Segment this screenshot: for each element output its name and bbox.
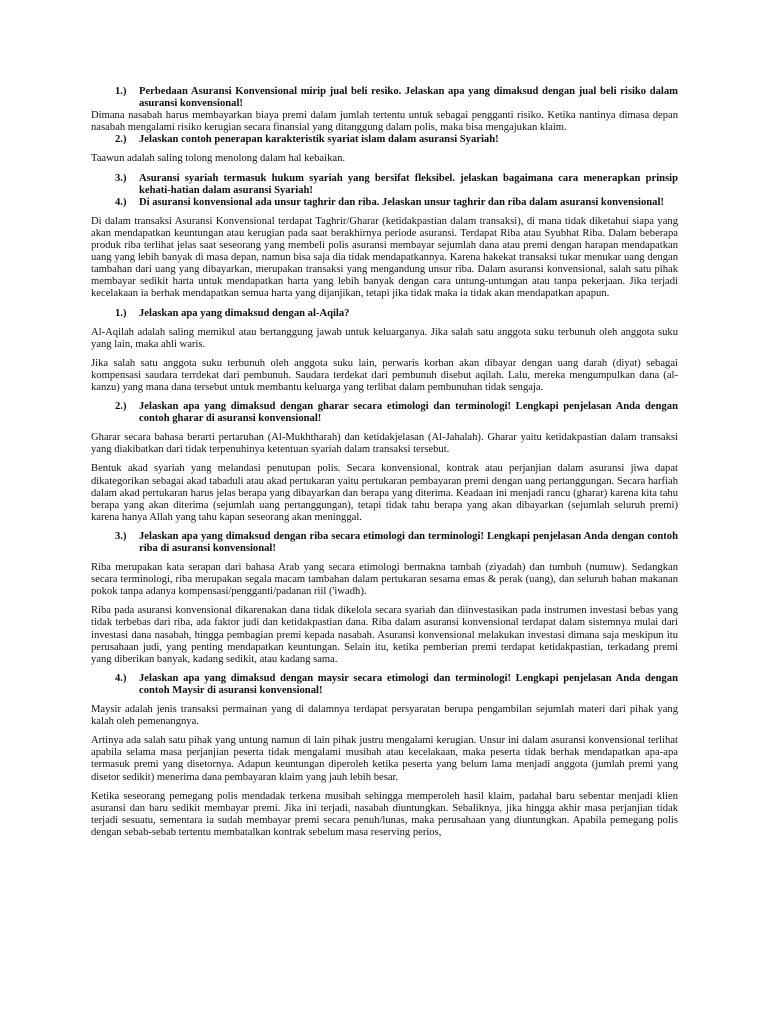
question-number: 4.) <box>115 196 127 208</box>
answer-paragraph: Gharar secara bahasa berarti pertaruhan (Al-Mukhtharah) dan ketidakjelasan (Al-Jahalah). Gharar yaitu ketidakpastian dalam transaksi yang diakibatkan dari tidak terpenuhinya ketentuan syariah dalam transaksi tersebut. <box>91 432 678 456</box>
answer-paragraph: Taawun adalah saling tolong menolong dalam hal kebaikan. <box>91 153 346 165</box>
question-1b <box>91 308 678 320</box>
question-text: Jelaskan contoh penerapan karakteristik syariat islam dalam asuransi Syariah! <box>139 134 499 146</box>
answer-paragraph: Riba merupakan kata serapan dari bahasa Arab yang secara etimologi bermakna tambah (ziyadah) dan tumbuh (numuw). Sedangkan secara terminologi, riba merupakan segala macam tambahan dalam pertukaran sesama emas & perak (uang), dan seluruh bahan makanan pokok tanpa adanya kompensasi/pengganti/padanan riil ('iwadh). <box>91 562 678 598</box>
question-number: 2.) <box>115 401 127 413</box>
answer-paragraph: Artinya ada salah satu pihak yang untung namun di lain pihak justru mengalami kerugian. Unsur ini dalam asuransi konvensional terlihat apabila selama masa perjanjian peserta tidak mengalami musibah atau kecelakaan, maka peserta tidak berhak mendapatkan apa-apa termasuk premi yang disetornya. Adapun keuntungan diperoleh ketika peserta yang belum lama menjadi anggota (jumlah premi yang disetor sedikit) menerima dana pembayaran klaim yang jauh lebih besar. <box>91 735 678 783</box>
question-3b <box>91 531 678 555</box>
question-number: 4.) <box>115 672 127 684</box>
question-2a <box>91 134 678 146</box>
answer-paragraph: Bentuk akad syariah yang melandasi penutupan polis. Secara konvensional, kontrak atau perjanjian dalam asuransi jiwa dapat dikategorikan sebagai akad tabaduli atau akad pertukaran yaitu pertukaran pembayaran premi dengan uang pertanggungan. Secara harfiah dalam akad pertukaran harus jelas berapa yang dibayarkan dan berapa yang diterima. Keadaan ini menjadi rancu (gharar) karena kita tahu berapa yang akan diterima (sejumlah uang pertanggungan), tetapi tidak tahu berapa yang akan dibayarkan (sejumlah seluruh premi) karena hanya Allah yang tahu kapan seseorang akan meninggal. <box>91 463 678 523</box>
question-2b <box>91 401 678 425</box>
answer-paragraph: Riba pada asuransi konvensional dikarenakan dana tidak dikelola secara syariah dan diinvestasikan pada instrumen investasi bebas yang tidak terbebas dari riba, ada faktor judi dan ketidakpastian dana. Riba dalam asuransi konvensional terdapat dalam sistemnya mulai dari investasi dana nasabah, hingga pembagian premi kepada nasabah. Asuransi konvensional melakukan investasi dimana saja meskipun itu perusahaan judi, yang penting mendapatkan keuntungan. Selain itu, ketika pemberian premi terdapat ketidakpastian, terkadang premi yang diberikan banyak, kadang sedikit, atau kadang sama. <box>91 605 678 665</box>
question-text: Di asuransi konvensional ada unsur taghrir dan riba. Jelaskan unsur taghrir dan riba dalam asuransi konvensional! <box>139 196 664 208</box>
question-number: 1.) <box>115 86 127 97</box>
answer-paragraph: Di dalam transaksi Asuransi Konvensional terdapat Taghrir/Gharar (ketidakpastian dalam transaksi), di mana tidak diketahui siapa yang akan mendapatkan keuntungan atau kerugian pada saat berakhirnya periode asuransi. Terdapat Riba atau Syubhat Riba. Dalam beberapa produk riba terlihat jelas saat seseorang yang membeli polis asuransi membayar sejumlah dana atau premi dengan harapan mendapatkan uang yang lebih banyak di masa depan, namun bisa saja dia tidak mendapatkannya. Karena hakekat transaksi tukar menukar uang dengan tambahan dari uang yang dibayarkan, merupakan transaksi yang mengandung unsur riba. Dalam asuransi konvensional, salah satu pihak membayar sedikit harta untuk mendapatkan harta yang lebih banyak dengan cara untung-untungan atau tanpa pekerjaan. Jika terjadi kecelakaan ia berhak mendapatkan semua harta yang dijanjikan, tetapi jika tidak maka ia tidak akan mendapatkan apapun. <box>91 215 678 300</box>
question-1a <box>91 86 678 110</box>
question-text: Jelaskan apa yang dimaksud dengan riba secara etimologi dan terminologi! Lengkapi penjelasan Anda dengan contoh riba di asuransi konvensional! <box>139 530 678 554</box>
question-text: Jelaskan apa yang dimaksud dengan maysir secara etimologi dan terminologi! Lengkapi penjelasan Anda dengan contoh Maysir di asuransi konvensional! <box>139 672 678 696</box>
answer-paragraph: Maysir adalah jenis transaksi permainan yang di dalamnya terdapat persyaratan berupa pengambilan sejumlah materi dari pihak yang kalah oleh pemenangnya. <box>91 704 678 728</box>
answer-paragraph: Dimana nasabah harus membayarkan biaya premi dalam jumlah tertentu untuk sebagai pengganti risiko. Ketika nantinya dimasa depan nasabah mengalami risiko kerugian secara finansial yang ditanggung dalam polis, maka bisa mengajukan klaim. <box>91 110 678 134</box>
question-4b <box>91 673 678 697</box>
question-text: Jelaskan apa yang dimaksud dengan gharar secara etimologi dan terminologi! Lengkapi penjelasan Anda dengan contoh gharar di asuransi konvensional! <box>139 401 678 425</box>
answer-paragraph: Jika salah satu anggota suku terbunuh oleh anggota suku lain, perwaris korban akan dibayar dengan uang darah (diyat) sebagai kompensasi saudara terrdekat dari pembunuh. Saudara terdekat dari pembunuh disebut aqilah. Lalu, mereka mengumpulkan dana (al-kanzu) yang mana dana tersebut untuk membantu keluarga yang terlibat dalam pembunuhan tidak sengaja. <box>91 357 678 393</box>
question-text: Jelaskan apa yang dimaksud dengan al-Aqila? <box>139 307 350 319</box>
question-number: 2.) <box>115 134 127 146</box>
answer-paragraph: Al-Aqilah adalah saling memikul atau bertanggung jawab untuk keluarganya. Jika salah satu anggota suku terbunuh oleh anggota suku yang lain, maka ahli waris. <box>91 326 678 350</box>
question-number: 3.) <box>115 172 127 184</box>
question-text: Asuransi syariah termasuk hukum syariah yang bersifat fleksibel. jelaskan bagaimana cara menerapkan prinsip kehati-hatian dalam asuransi Syariah! <box>139 172 678 196</box>
question-number: 3.) <box>115 530 127 542</box>
question-3a <box>91 173 678 197</box>
answer-paragraph: Ketika seseorang pemegang polis mendadak terkena musibah sehingga memperoleh hasil klaim, padahal baru sebentar menjadi klien asuransi dan baru sedikit membayar premi. Jika ini terjadi, nasabah diuntungkan. Sebaliknya, jika hingga akhir masa perjanjian tidak terjadi sesuatu, sementara ia sudah membayar premi secara penuh/lunas, maka perusahaan yang diuntungkan. Apabila pemegang polis dengan sebab-sebab tertentu membatalkan kontrak sebelum masa reserving perios, <box>91 790 678 838</box>
question-number: 1.) <box>115 307 127 319</box>
question-text: Perbedaan Asuransi Konvensional mirip jual beli resiko. Jelaskan apa yang dimaksud dengan jual beli risiko dalam asuransi konvensional! <box>139 86 678 110</box>
question-4a <box>91 197 678 209</box>
